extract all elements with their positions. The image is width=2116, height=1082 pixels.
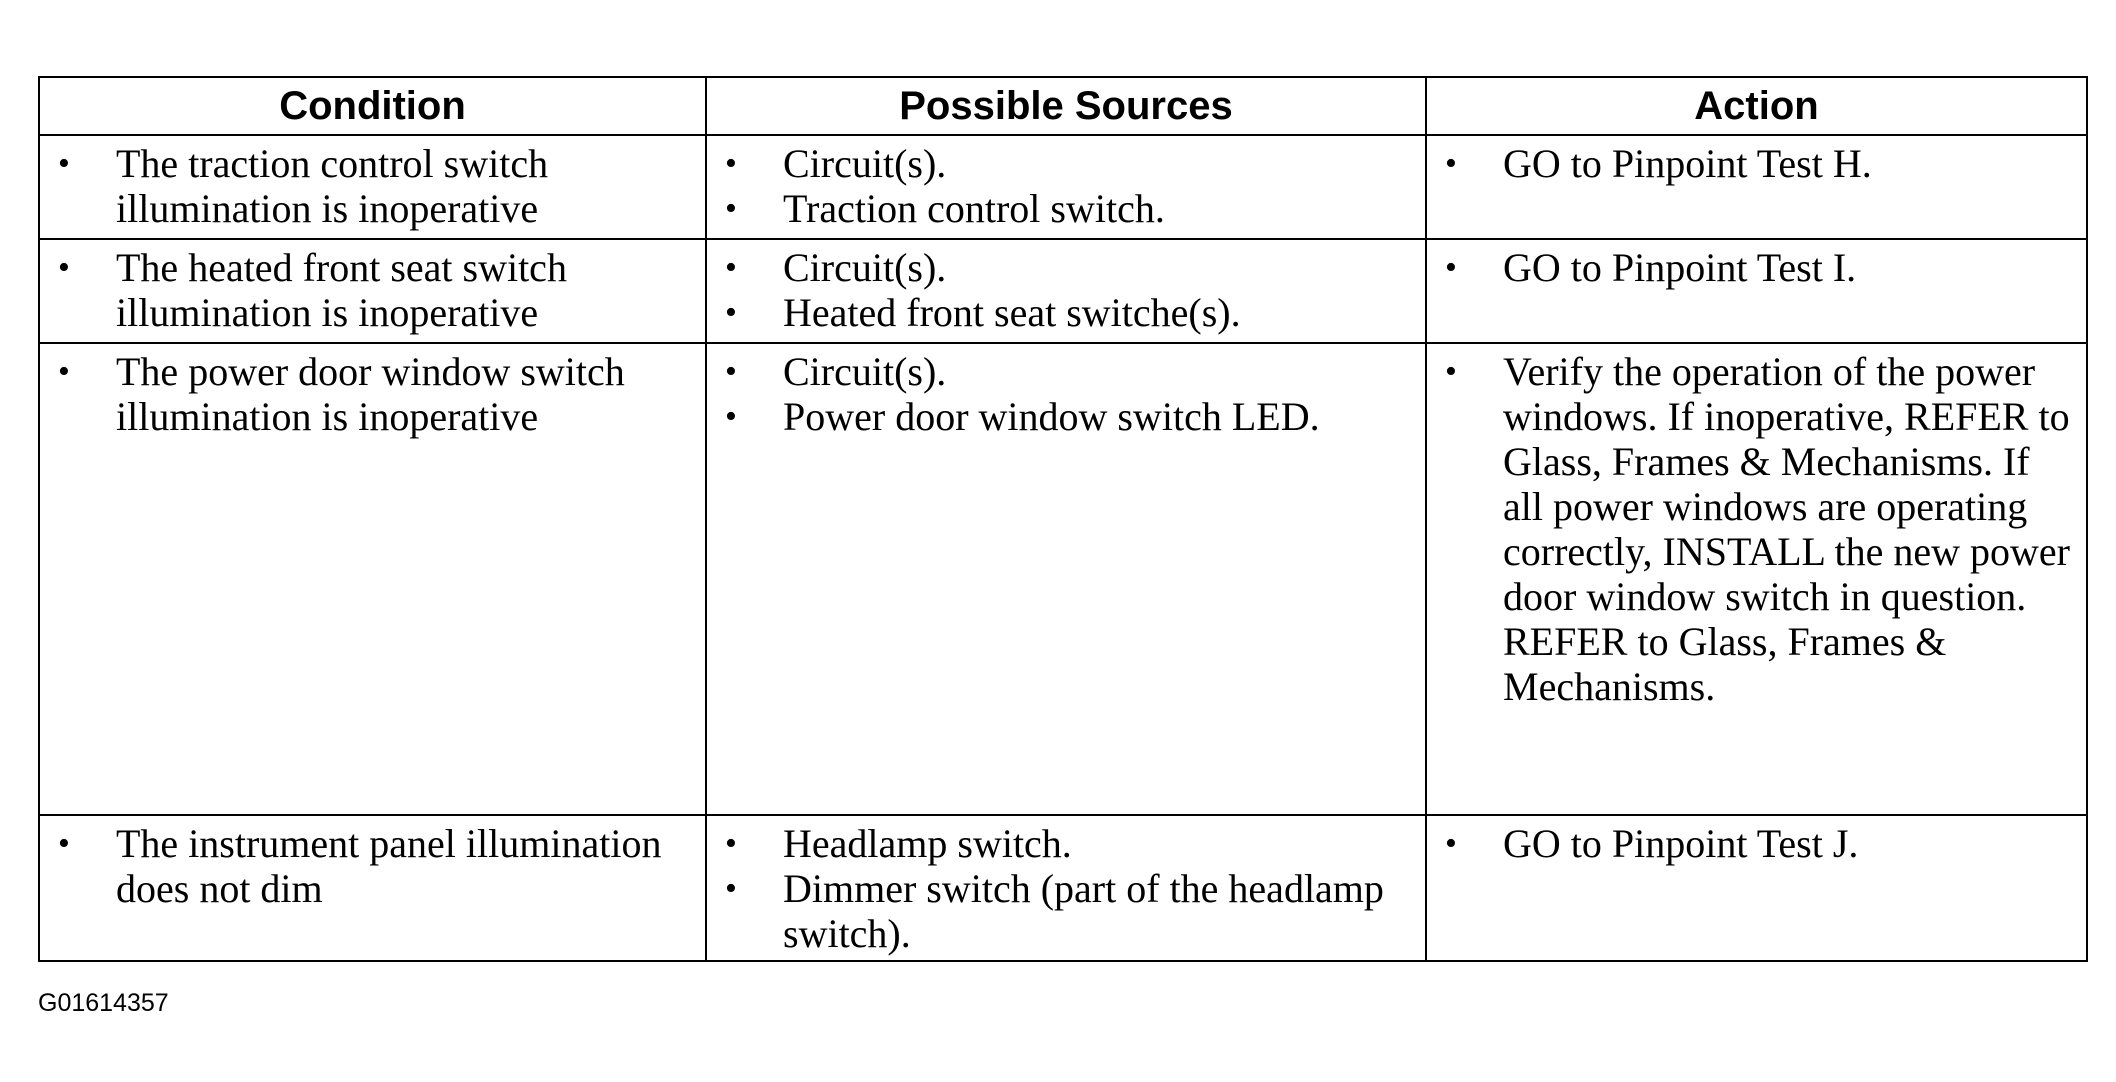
sources-list <box>707 816 1425 960</box>
action-text: GO to Pinpoint Test I. <box>1503 245 1857 290</box>
list-item <box>40 245 705 335</box>
action-list <box>1427 240 2086 294</box>
condition-text: The traction control switch illumination is inoperative <box>116 141 549 231</box>
condition-list <box>40 136 705 235</box>
condition-list <box>40 816 705 915</box>
list-item <box>1427 821 2086 866</box>
list-item <box>1427 349 2086 709</box>
sources-cell <box>706 239 1426 343</box>
bullet-icon: • <box>725 398 737 435</box>
header-row <box>39 77 2087 135</box>
sources-list <box>707 240 1425 339</box>
condition-cell <box>39 343 706 815</box>
table-row <box>39 343 2087 815</box>
list-item <box>707 866 1425 956</box>
list-item <box>707 394 1425 439</box>
bullet-icon: • <box>58 145 70 182</box>
sources-cell <box>706 343 1426 815</box>
source-text: Traction control switch. <box>783 186 1165 231</box>
bullet-icon: • <box>725 294 737 331</box>
diagnosis-table <box>38 76 2088 962</box>
list-item <box>1427 245 2086 290</box>
source-text: Circuit(s). <box>783 245 947 290</box>
list-item <box>707 349 1425 394</box>
source-text: Headlamp switch. <box>783 821 1072 866</box>
list-item <box>1427 141 2086 186</box>
action-text: Verify the operation of the power windows. If inoperative, REFER to Glass, Frames & Mechanisms. If all power windows are operating correctly, INSTALL the new power door window switch in question. REFER to Glass, Frames & Mechanisms. <box>1503 349 2070 709</box>
condition-text: The instrument panel illumination does not dim <box>116 821 662 911</box>
action-text: GO to Pinpoint Test H. <box>1503 141 1872 186</box>
bullet-icon: • <box>725 249 737 286</box>
source-text: Circuit(s). <box>783 141 947 186</box>
condition-cell <box>39 239 706 343</box>
list-item <box>707 245 1425 290</box>
list-item <box>40 141 705 231</box>
list-item <box>40 821 705 911</box>
action-cell <box>1426 135 2087 239</box>
action-list <box>1427 816 2086 870</box>
source-text: Power door window switch LED. <box>783 394 1320 439</box>
condition-text: The power door window switch illumination is inoperative <box>116 349 625 439</box>
figure-id: G01614357 <box>38 989 169 1017</box>
action-text: GO to Pinpoint Test J. <box>1503 821 1859 866</box>
list-item <box>40 349 705 439</box>
action-cell <box>1426 815 2087 961</box>
bullet-icon: • <box>1445 825 1457 862</box>
source-text: Circuit(s). <box>783 349 947 394</box>
table-row <box>39 135 2087 239</box>
bullet-icon: • <box>1445 145 1457 182</box>
action-list <box>1427 136 2086 190</box>
action-list <box>1427 344 2086 713</box>
list-item <box>707 821 1425 866</box>
list-item <box>707 290 1425 335</box>
list-item <box>707 141 1425 186</box>
table-row <box>39 239 2087 343</box>
bullet-icon: • <box>58 825 70 862</box>
condition-list <box>40 240 705 339</box>
bullet-icon: • <box>1445 249 1457 286</box>
condition-cell <box>39 815 706 961</box>
header-possible-sources: Possible Sources <box>706 77 1426 135</box>
bullet-icon: • <box>58 249 70 286</box>
bullet-icon: • <box>725 870 737 907</box>
condition-text: The heated front seat switch illumination is inoperative <box>116 245 567 335</box>
bullet-icon: • <box>725 825 737 862</box>
action-cell <box>1426 343 2087 815</box>
sources-list <box>707 344 1425 443</box>
condition-cell <box>39 135 706 239</box>
header-condition: Condition <box>39 77 706 135</box>
bullet-icon: • <box>725 190 737 227</box>
bullet-icon: • <box>1445 353 1457 390</box>
sources-list <box>707 136 1425 235</box>
condition-list <box>40 344 705 443</box>
sources-cell <box>706 135 1426 239</box>
source-text: Dimmer switch (part of the headlamp switch). <box>783 866 1384 956</box>
header-action: Action <box>1426 77 2087 135</box>
action-cell <box>1426 239 2087 343</box>
table-row <box>39 815 2087 961</box>
source-text: Heated front seat switche(s). <box>783 290 1241 335</box>
bullet-icon: • <box>58 353 70 390</box>
sources-cell <box>706 815 1426 961</box>
list-item <box>707 186 1425 231</box>
bullet-icon: • <box>725 353 737 390</box>
bullet-icon: • <box>725 145 737 182</box>
